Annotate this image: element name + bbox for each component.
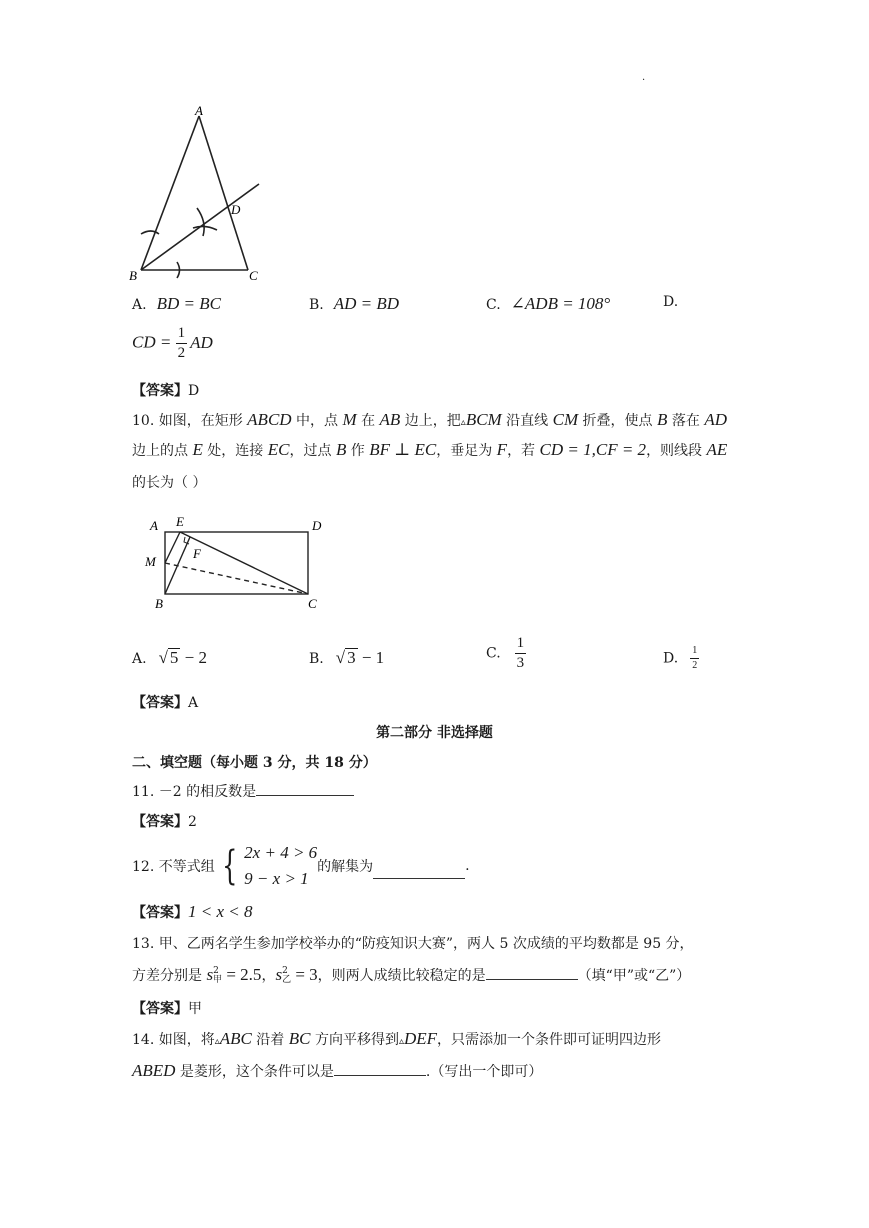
label-e: E <box>176 514 184 529</box>
label-b: B <box>155 596 163 611</box>
part2-title: 第二部分 非选择题 <box>376 725 493 741</box>
q12-question: 12. 不等式组 { 2x + 4 > 6 9 − x > 1 的解集为 . <box>132 840 470 891</box>
label-c: C <box>249 268 258 283</box>
label-b: B <box>129 268 137 283</box>
q9-option-d: D. <box>663 294 679 310</box>
label-d: D <box>231 202 241 217</box>
q13-line-2: 方差分别是 s 2 甲 = 2.5，s 2 乙 = 3，则两人成绩比较稳定的是 （填“甲”或“乙”） <box>132 965 691 985</box>
arc-cross-1 <box>197 208 204 236</box>
q10-line-3: 的长为（ ） <box>132 475 207 491</box>
segment-mc-dashed <box>165 563 308 594</box>
q9-option-b: B. AD = BD <box>309 294 400 313</box>
answer-blank <box>256 781 354 796</box>
side-ab <box>141 116 199 270</box>
rectangle-abcd <box>165 532 308 594</box>
label-m: M <box>145 554 156 569</box>
q11-question: 11. －2 的相反数是 <box>132 781 354 801</box>
side-ac <box>199 116 248 270</box>
q10-option-d: D. $\frac{1}{2}$ <box>663 645 698 671</box>
q10-option-c: C. $\frac{1}{3}$ <box>486 635 525 671</box>
brace: { <box>221 842 238 889</box>
q9-answer: 【答案】D <box>132 383 200 399</box>
q10-line-1: 10. 如图，在矩形 ABCD 中，点 M 在 AB 边上，把▵BCM 沿直线 CM 折叠，使点 B 落在 AD <box>132 410 727 429</box>
section2-title: 二、填空题（每小题 3 分，共 18 分） <box>132 755 377 771</box>
q11-answer: 【答案】2 <box>132 814 197 830</box>
label-a: A <box>150 518 158 533</box>
inequality-1: 2x + 4 > 6 <box>244 843 318 862</box>
answer-blank <box>334 1061 426 1076</box>
q10-option-a: A. √ 5 − 2 <box>132 648 207 667</box>
q13-line-1: 13. 甲、乙两名学生参加学校举办的“防疫知识大赛”，两人 5 次成绩的平均数都是 95 分， <box>132 936 694 952</box>
label-d: D <box>312 518 322 533</box>
q10-rectangle-figure <box>140 510 340 615</box>
inequality-2: 9 − x > 1 <box>244 868 309 888</box>
label-f: F <box>193 546 201 561</box>
q9-option-c: C. ∠ADB = 108° <box>486 294 611 313</box>
label-a: A <box>195 103 203 118</box>
q10-line-2: 边上的点 E 处，连接 EC，过点 B 作 BF ⊥ EC，垂足为 F，若 CD = 1,CF = 2，则线段 AE <box>132 440 728 459</box>
top-mark: . <box>642 72 646 83</box>
label-c: C <box>308 596 317 611</box>
q9-triangle-figure <box>125 100 270 285</box>
q10-option-b: B. √ 3 − 1 <box>309 648 385 667</box>
q12-answer: 【答案】1 < x < 8 <box>132 902 253 921</box>
q9-option-d-expr: CD = $\frac{1}{2}$ AD <box>132 325 213 361</box>
answer-blank <box>373 864 465 879</box>
q14-line-2: ABED 是菱形，这个条件可以是 .（写出一个即可） <box>132 1061 543 1080</box>
q9-option-a: A. BD = BC <box>132 294 221 313</box>
segment-ec <box>180 532 308 594</box>
q13-answer: 【答案】甲 <box>132 1001 202 1017</box>
answer-blank <box>486 965 578 980</box>
q10-answer: 【答案】A <box>132 695 199 711</box>
q14-line-1: 14. 如图，将▵ABC 沿着 BC 方向平移得到▵DEF，只需添加一个条件即可证明四边形 <box>132 1029 662 1048</box>
segment-me <box>165 532 180 563</box>
